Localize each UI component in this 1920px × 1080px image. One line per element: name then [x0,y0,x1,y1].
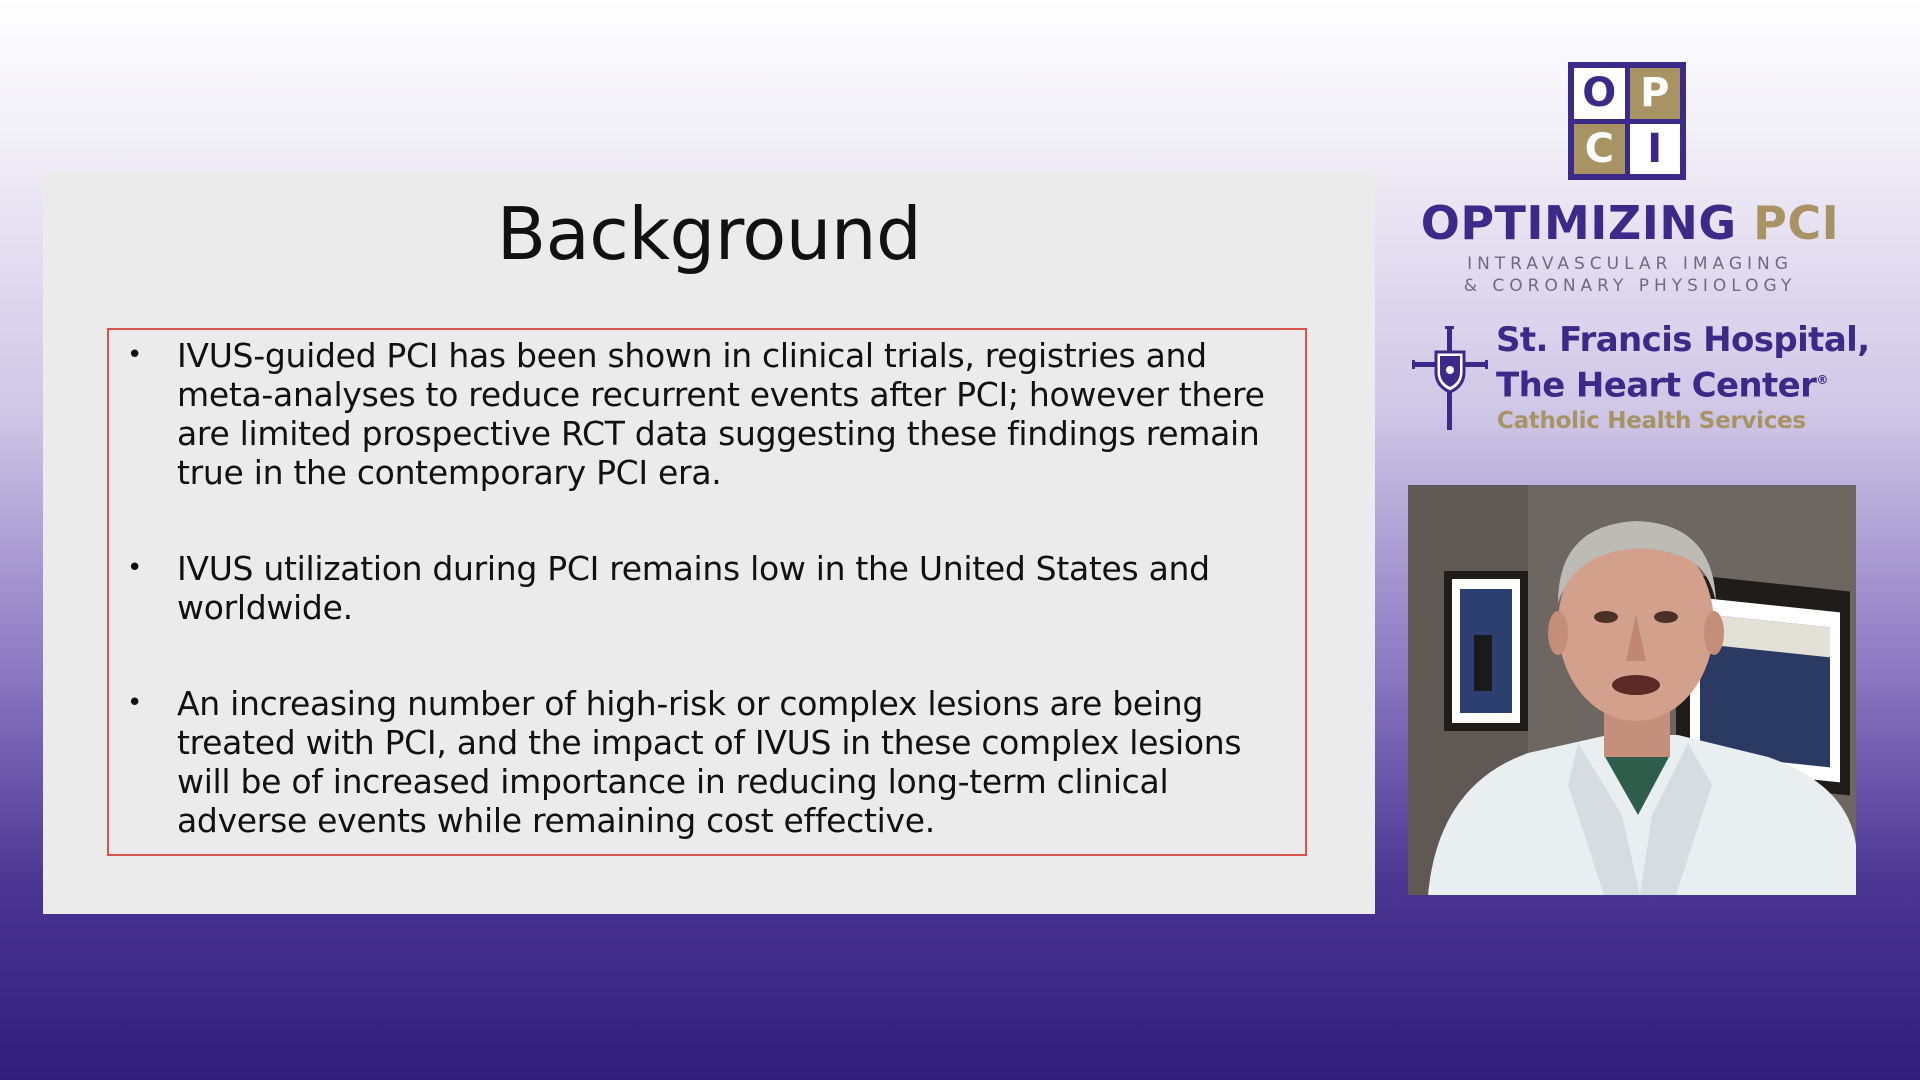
bullet-dot-icon: • [127,340,143,370]
optimizing-pci-title [1400,196,1860,250]
opci-logo-letter: P [1630,68,1681,119]
title-part-1: OPTIMIZING [1420,196,1737,250]
hospital-name [1496,320,1870,405]
bullet-dot-icon: • [127,688,143,718]
opci-logo-letter: O [1574,68,1625,119]
title-part-2: PCI [1753,196,1840,250]
presenter-video [1408,485,1856,895]
list-item [127,549,1285,627]
opci-logo-letter: I [1630,124,1681,175]
opci-logo-letter: C [1574,124,1625,175]
presentation-slide [43,170,1375,914]
cross-crest-icon [1412,326,1488,430]
hospital-line-2-wrapper [1496,360,1870,405]
subtitle-line-2: & CORONARY PHYSIOLOGY [1463,276,1797,296]
hospital-line-2: The Heart Center [1496,365,1817,406]
presenter-video-image [1408,485,1856,895]
slide-title: Background [496,192,922,276]
bullet-text: IVUS utilization during PCI remains low in the United States and worldwide. [177,549,1210,627]
registered-mark: ® [1816,373,1828,387]
bullet-text: IVUS-guided PCI has been shown in clinical trials, registries and meta-analyses to reduce recurrent events after PCI; however there are limited prospective RCT data suggesting these findings remain true in the contemporary PCI era. [177,336,1265,492]
bullet-list-box [107,328,1307,856]
bullet-text: An increasing number of high-risk or complex lesions are being treated with PCI, and the impact of IVUS in these complex lesions will be of increased importance in reducing long-term clinical adverse events while remaining cost effective. [177,684,1242,840]
subtitle-line-1: INTRAVASCULAR IMAGING [1467,254,1793,274]
list-item [127,336,1285,492]
list-item [127,684,1285,840]
hospital-line-1: St. Francis Hospital, [1496,320,1870,360]
organization-name: Catholic Health Services [1497,408,1806,434]
bullet-dot-icon: • [127,553,143,583]
opci-logo [1568,62,1686,180]
